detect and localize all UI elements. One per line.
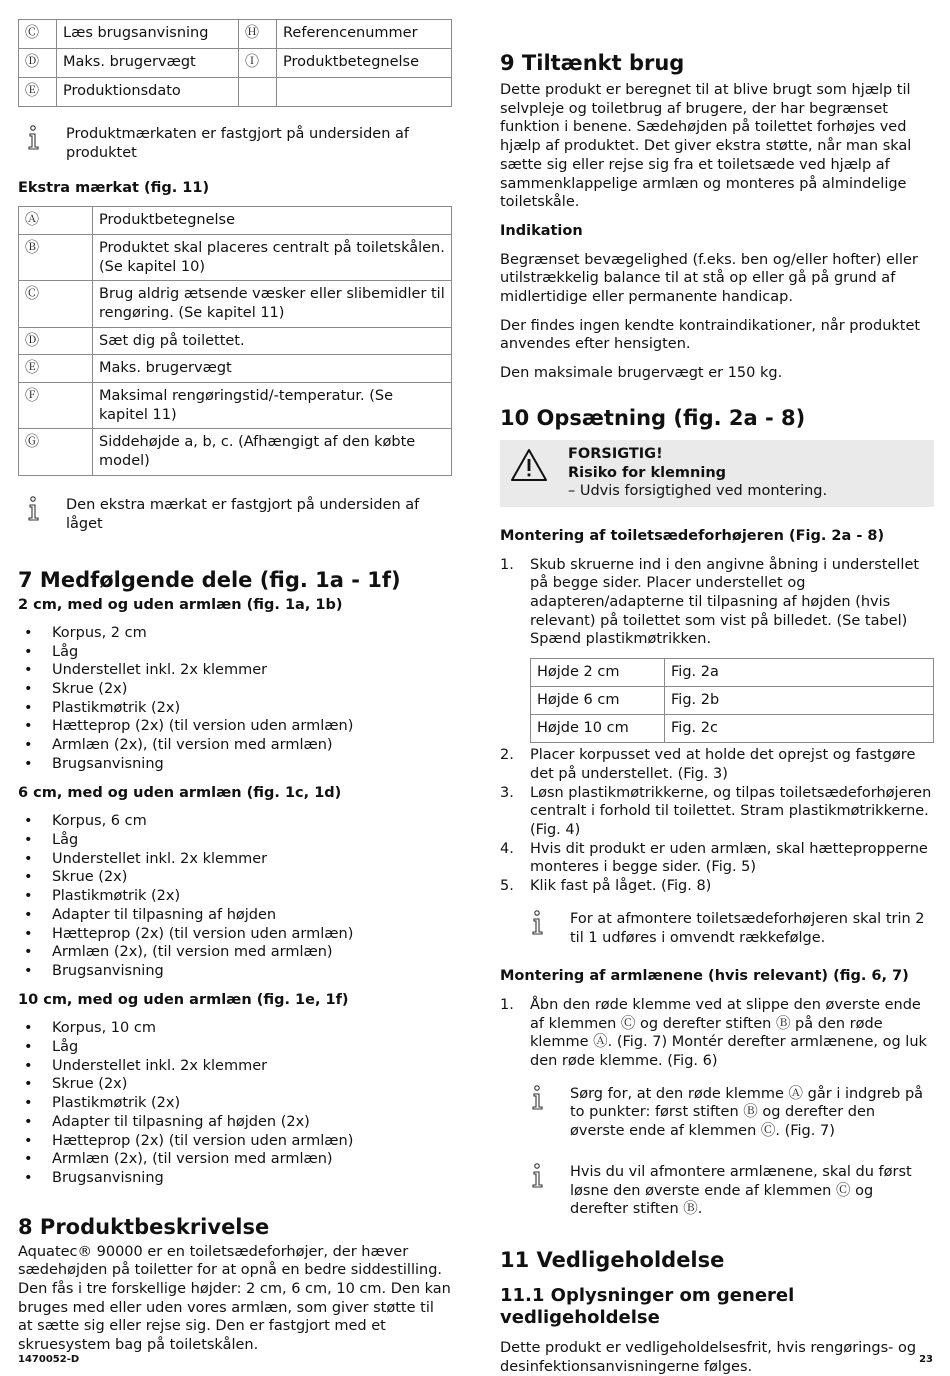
note-dismount — [500, 910, 934, 947]
list-item: • Plastikmøtrik (2x) — [18, 887, 452, 906]
list-item: • Låg — [18, 831, 452, 850]
table-row — [19, 207, 452, 235]
left-column — [18, 0, 452, 1355]
list-item: • Armlæn (2x), (til version med armlæn) — [18, 736, 452, 755]
section-11-1-title: 11.1 Oplysninger om generel vedligeholdelse — [500, 1284, 795, 1328]
table-row — [19, 49, 452, 78]
info-icon — [18, 125, 58, 151]
table-row — [531, 687, 934, 715]
step-number: 3. — [500, 784, 514, 801]
step-number: 5. — [500, 878, 514, 895]
table-row — [19, 234, 452, 280]
marker-cell: Ⓕ — [19, 383, 93, 429]
list-item: • Brugsanvisning — [18, 755, 452, 774]
list-item: • Armlæn (2x), (til version med armlæn) — [18, 1150, 452, 1169]
list-item: • Armlæn (2x), (til version med armlæn) — [18, 943, 452, 962]
indication-body: Begrænset bevægelighed (f.eks. ben og/eller hofter) eller utilstrækkelig balance til at stå op eller gå på grund af midlertidige eller permanente handicap. — [500, 251, 918, 306]
arm-steps — [500, 996, 934, 1071]
section-7-title: 7 Medfølgende dele (fig. 1a - 1f) — [18, 568, 401, 593]
extra-label-table — [18, 206, 452, 476]
list-item: • Skrue (2x) — [18, 1075, 452, 1094]
list-item: • Låg — [18, 1038, 452, 1057]
list-item: • Skrue (2x) — [18, 680, 452, 699]
marker-cell: Ⓑ — [19, 234, 93, 280]
parts-list — [18, 1019, 452, 1187]
warning-box — [500, 440, 934, 507]
list-item: • Korpus, 6 cm — [18, 812, 452, 831]
note-text: Sørg for, at den røde klemme Ⓐ går i indgreb på to punkter: først stiften Ⓑ og derefter den øverste ende af klemmen Ⓒ. (Fig. 7) — [570, 1085, 924, 1140]
step-number: 2. — [500, 747, 514, 764]
label-table-top — [18, 19, 452, 107]
note-clamp — [500, 1085, 934, 1141]
note-text: Hvis du vil afmontere armlænene, skal du først løsne den øverste ende af klemmen Ⓒ og derefter stiften Ⓑ. — [570, 1163, 912, 1218]
note-extra-label — [18, 496, 452, 533]
section-10-title: 10 Opsætning (fig. 2a - 8) — [500, 405, 806, 430]
label-cell: Sæt dig på toilettet. — [93, 327, 452, 355]
figure-cell: Fig. 2c — [665, 715, 934, 743]
list-item — [500, 556, 934, 650]
step-text: Åbn den røde klemme ved at slippe den øverste ende af klemmen Ⓒ og derefter stiften Ⓑ på den røde klemme Ⓐ. (Fig. 7) Montér derefter armlænene, og luk den røde klemme. (Fig. 6) — [530, 996, 927, 1070]
contraindication-text: Der findes ingen kendte kontraindikationer, når produktet anvendes efter hensigten. — [500, 317, 921, 353]
list-item — [500, 996, 934, 1071]
marker-cell: Ⓐ — [19, 207, 93, 235]
parts-group-heading: 2 cm, med og uden armlæn (fig. 1a, 1b) — [18, 597, 343, 614]
marker-cell: Ⓓ — [19, 327, 93, 355]
list-item: • Hætteprop (2x) (til version uden armlæn) — [18, 1132, 452, 1151]
marker-cell: Ⓔ — [19, 355, 93, 383]
mount-arm-heading: Montering af armlænene (hvis relevant) (fig. 6, 7) — [500, 968, 909, 985]
footer-page-number: 23 — [919, 1354, 933, 1366]
label-cell: Produktbetegnelse — [93, 207, 452, 235]
right-column — [500, 0, 934, 1376]
list-item: • Skrue (2x) — [18, 868, 452, 887]
label-cell: Produktionsdato — [57, 78, 239, 107]
section-9-body: Dette produkt er beregnet til at blive brugt som hjælp til selvpleje og toiletbrug af brugere, der har begrænset funktion i benene. Sædehøjden på toilettet forhøjes ved hjælp af produktet. Det giver ekstra støtte, når man skal sætte sig eller rejse sig fra et toiletsæde ved hjælp af sammenklappelige armlæn og monteres på almindelige toiletskåle. — [500, 82, 912, 211]
warning-triangle-icon — [510, 445, 550, 501]
label-cell: Produktet skal placeres centralt på toiletskålen. (Se kapitel 10) — [93, 234, 452, 280]
list-item — [500, 840, 934, 877]
figure-cell: Fig. 2b — [665, 687, 934, 715]
info-icon — [18, 496, 58, 522]
step-number: 4. — [500, 840, 514, 857]
list-item — [500, 746, 934, 783]
marker-cell: Ⓘ — [239, 49, 277, 78]
height-cell: Højde 2 cm — [531, 659, 665, 687]
mount-steps — [500, 556, 934, 650]
note-text: Den ekstra mærkat er fastgjort på undersiden af låget — [66, 496, 420, 532]
list-item: • Korpus, 10 cm — [18, 1019, 452, 1038]
label-cell: Produktbetegnelse — [277, 49, 452, 78]
step-text: Skub skruerne ind i den angivne åbning i understellet på begge sider. Placer understellet og adapteren/adapterne til tilpasning af højden (hvis relevant) på toilettet som vist på billedet. (Se tabel) Spænd plastikmøtrikken. — [530, 556, 920, 648]
figure-cell: Fig. 2a — [665, 659, 934, 687]
label-cell: Referencenummer — [277, 20, 452, 49]
label-cell: Læs brugsanvisning — [57, 20, 239, 49]
info-icon — [522, 910, 562, 936]
indication-heading: Indikation — [500, 222, 583, 239]
label-cell: Maks. brugervægt — [57, 49, 239, 78]
note-text: For at afmontere toiletsædeforhøjeren skal trin 2 til 1 udføres i omvendt rækkefølge. — [570, 910, 925, 946]
marker-cell: Ⓒ — [19, 281, 93, 327]
section-8-body: Aquatec® 90000 er en toiletsædeforhøjer, der hæver sædehøjden på toiletter for at opnå en bedre siddestilling. Den fås i tre forskellige højder: 2 cm, 6 cm, 10 cm. Den kan bruges med eller uden vores armlæn, som giver støtte til at sætte sig eller rejse sig. Den er fastgjort med et skruesystem bag på toiletskålen. — [18, 1243, 451, 1354]
label-cell: Maks. brugervægt — [93, 355, 452, 383]
list-item: • Adapter til tilpasning af højden (2x) — [18, 1113, 452, 1132]
parts-group-heading: 6 cm, med og uden armlæn (fig. 1c, 1d) — [18, 784, 342, 801]
marker-cell — [239, 78, 277, 107]
warning-subtitle: Risiko for klemning — [568, 464, 727, 481]
list-item: • Hætteprop (2x) (til version uden armlæn) — [18, 717, 452, 736]
extra-label-heading: Ekstra mærkat (fig. 11) — [18, 180, 210, 197]
list-item: • Plastikmøtrik (2x) — [18, 699, 452, 718]
mount-seat-heading: Montering af toiletsædeforhøjeren (Fig. 2a - 8) — [500, 527, 885, 544]
step-number: 1. — [500, 556, 514, 573]
note-remove-arm — [500, 1163, 934, 1219]
info-icon — [522, 1163, 562, 1189]
list-item: • Låg — [18, 643, 452, 662]
parts-group-heading: 10 cm, med og uden armlæn (fig. 1e, 1f) — [18, 991, 349, 1008]
list-item: • Korpus, 2 cm — [18, 624, 452, 643]
list-item: • Brugsanvisning — [18, 962, 452, 981]
section-11-body: Dette produkt er vedligeholdelsesfrit, hvis rengørings- og desinfektionsanvisningerne følges. — [500, 1339, 917, 1375]
footer-doc-id: 1470052-D — [18, 1354, 80, 1366]
label-cell — [277, 78, 452, 107]
list-item: • Understellet inkl. 2x klemmer — [18, 661, 452, 680]
step-text: Løsn plastikmøtrikkerne, og tilpas toiletsædeforhøjeren centralt i forhold til toilettet. Stram plastikmøtrikkerne. (Fig. 4) — [530, 784, 932, 838]
list-item — [500, 877, 934, 896]
section-11-title: 11 Vedligeholdelse — [500, 1247, 725, 1272]
parts-list — [18, 624, 452, 774]
list-item: • Brugsanvisning — [18, 1169, 452, 1188]
label-cell: Siddehøjde a, b, c. (Afhængigt af den købte model) — [93, 429, 452, 475]
table-row — [19, 20, 452, 49]
section-8-title: 8 Produktbeskrivelse — [18, 1214, 270, 1239]
section-9-title: 9 Tiltænkt brug — [500, 51, 685, 75]
info-icon — [522, 1085, 562, 1111]
table-row — [19, 281, 452, 327]
list-item: • Adapter til tilpasning af højden — [18, 906, 452, 925]
list-item: • Plastikmøtrik (2x) — [18, 1094, 452, 1113]
mount-steps — [500, 746, 934, 896]
table-row — [531, 659, 934, 687]
height-cell: Højde 10 cm — [531, 715, 665, 743]
label-cell: Maksimal rengøringstid/-temperatur. (Se kapitel 11) — [93, 383, 452, 429]
list-item: • Understellet inkl. 2x klemmer — [18, 1057, 452, 1076]
marker-cell: Ⓒ — [19, 20, 57, 49]
list-item: • Hætteprop (2x) (til version uden armlæn) — [18, 925, 452, 944]
table-row — [531, 715, 934, 743]
step-number: 1. — [500, 996, 514, 1013]
table-row — [19, 78, 452, 107]
table-row — [19, 429, 452, 475]
marker-cell: Ⓔ — [19, 78, 57, 107]
marker-cell: Ⓓ — [19, 49, 57, 78]
step-text: Placer korpusset ved at holde det oprejst og fastgøre det på understellet. (Fig. 3) — [530, 747, 916, 782]
step-text: Hvis dit produkt er uden armlæn, skal hættepropperne monteres i begge sider. (Fig. 5) — [530, 840, 928, 876]
list-item — [500, 784, 934, 840]
table-row — [19, 327, 452, 355]
step-text: Klik fast på låget. (Fig. 8) — [530, 878, 712, 895]
warning-title: FORSIGTIG! — [568, 445, 663, 462]
height-table — [530, 658, 934, 743]
warning-text: – Udvis forsigtighed ved montering. — [568, 483, 828, 500]
marker-cell: Ⓗ — [239, 20, 277, 49]
note-label-location — [18, 125, 452, 162]
table-row — [19, 383, 452, 429]
note-text: Produktmærkaten er fastgjort på undersiden af produktet — [66, 126, 409, 161]
max-weight-text: Den maksimale brugervægt er 150 kg. — [500, 365, 783, 382]
table-row — [19, 355, 452, 383]
list-item: • Understellet inkl. 2x klemmer — [18, 850, 452, 869]
parts-list — [18, 812, 452, 980]
height-cell: Højde 6 cm — [531, 687, 665, 715]
marker-cell: Ⓖ — [19, 429, 93, 475]
label-cell: Brug aldrig ætsende væsker eller slibemidler til rengøring. (Se kapitel 11) — [93, 281, 452, 327]
